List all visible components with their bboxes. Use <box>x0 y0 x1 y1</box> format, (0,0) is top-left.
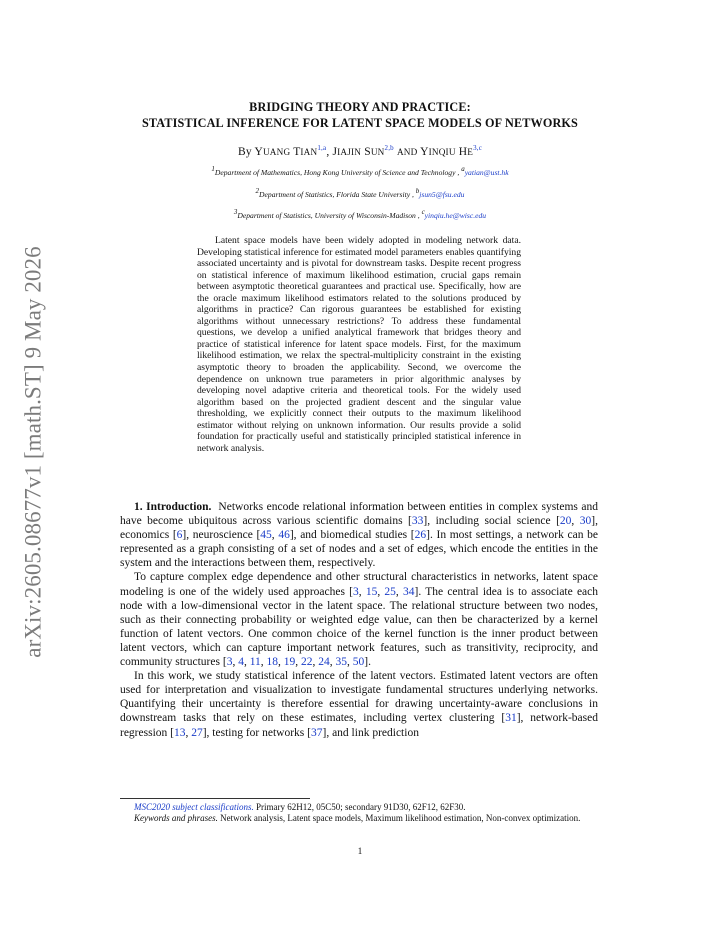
citation-link[interactable]: 26 <box>414 529 427 542</box>
citation-link[interactable]: 33 <box>411 515 424 528</box>
section-heading: 1. Introduction. <box>134 501 212 513</box>
email-link-3[interactable]: yinqiu.he@wisc.edu <box>424 211 487 220</box>
page-number: 1 <box>357 847 363 857</box>
citation-link[interactable]: 4 <box>238 656 244 669</box>
citation-link[interactable]: 13 <box>173 726 186 739</box>
msc-footnote: MSC2020 subject classifications. Primary 62H12, 05C50; secondary 91D30, 62F12, 62F30. <box>134 802 466 812</box>
arxiv-identifier: arXiv:2605.08677v1 [math.ST] 9 May 2026 <box>21 246 46 658</box>
keywords-footnote: Keywords and phrases. Network analysis, Latent space models, Maximum likelihood estimation, Non-convex optimization. <box>134 813 581 823</box>
citation-link[interactable]: 3 <box>352 585 359 598</box>
affiliation-2: $^2$Department of Statistics, Florida State University , $^b$jsun5@fsu.edu <box>255 186 465 199</box>
citation-link[interactable]: 45 <box>260 529 272 542</box>
citation-link[interactable]: 30 <box>579 515 592 528</box>
intro-paragraph-3: In this work, we study statistical inference of the latent vectors. Estimated latent vectors are often used for interpretation and visualization to investigate fundamental structures underlying networks. Quantifying their uncertainty is therefore essential for drawing uncertainty-aware conclusions in downstream tasks that rely on these estimates, including vertex clustering [31], network-based regression [13, 27], testing for networks [37], and link prediction <box>120 670 598 739</box>
citation-link[interactable]: 22 <box>301 656 313 669</box>
footnotes <box>120 802 598 824</box>
citation-link[interactable]: 3 <box>226 656 233 669</box>
author-3-affil-link[interactable]: 3,c <box>473 143 483 152</box>
author-by: By <box>237 146 252 158</box>
citation-link[interactable]: 25 <box>384 585 396 598</box>
author-yinqiu-he: YINQIU HE$^{3,c}$ <box>420 143 483 158</box>
intro-paragraph-2: To capture complex edge dependence and other structural characteristics in networks, latent space modeling is one of the widely used approaches [3, 15, 25, 34]. The central idea is to associate each node with a low-dimensional vector in the latent space. The relational structure between two nodes, such as their connecting probability or weighted edge value, can then be characterized by a kernel function of latent vectors. One common choice of the kernel function is the inner product between latent vectors, which can capture important network features, such as transitivity, reciprocity, and community structures [3, 4, 11, 18, 19, 22, 24, 35, 50]. <box>120 571 599 669</box>
msc-link[interactable]: MSC2020 subject classifications. <box>134 802 254 812</box>
citation-link[interactable]: 18 <box>266 656 279 669</box>
citation-link[interactable]: 31 <box>505 712 517 725</box>
citation-link[interactable]: 15 <box>365 585 378 598</box>
citation-link[interactable]: 24 <box>318 656 330 669</box>
citation-link[interactable]: 6 <box>176 529 183 542</box>
author-2-affil-link[interactable]: 2,b <box>384 143 394 152</box>
email-link-1[interactable]: yatian@ust.hk <box>464 168 509 177</box>
author-1-affil-link[interactable]: 1,a <box>317 143 327 152</box>
abstract: Latent space models have been widely adopted in modeling network data. Developing statistical inference for estimated model parameters enables quantifying associated uncertainty and is pivotal for downstream tasks. Despite recent progress on statistical inference of maximum likelihood estimation, crucial gaps remain between asymptotic theoretical guarantees and practical use. Specifically, how are the oracle maximum likelihood estimators related to the solutions produced by algorithms in practice? Can rigorous guarantees be established for existing algorithms without unnecessary restrictions? To address these fundamental questions, we develop a unified analytical framework that bridges theory and practice of statistical inference for latent space models. First, for the maximum likelihood estimation, we relax the spectral-multiplicity constraint in the existing asymptotic theory to broaden the applicability. Second, we overcome the dependence on unknown true parameters in prior algorithmic analyses by developing novel adaptive criteria and theoretical tools. For the widely used algorithm based on the projected gradient descent and the singular value thresholding, we explicitly connect their outputs to the maximum likelihood estimator without relying on unknown information. Our results provide a solid foundation for practically useful and statistically principled statistical inference in network analysis. <box>197 235 521 454</box>
footnote-divider <box>120 798 310 799</box>
author-jiajin-sun: JIAJIN SUN$^{2,b}$ <box>332 143 394 158</box>
citation-link[interactable]: 19 <box>283 656 296 669</box>
author-yuang-tian: YUANG TIAN$^{1,a}$ <box>254 143 327 158</box>
author-list: By YUANG TIAN$^{1,a}$, JIAJIN SUN$^{2,b}$ AND YINQIU HE$^{3,c}$ <box>237 143 483 158</box>
affiliation-1: $^1$Department of Mathematics, Hong Kong University of Science and Technology , $^a$yatian@ust.hk <box>211 164 509 177</box>
citation-link[interactable]: 37 <box>311 726 323 739</box>
citation-link[interactable]: 35 <box>335 656 348 669</box>
paper-title-line-2: STATISTICAL INFERENCE FOR LATENT SPACE MODELS OF NETWORKS <box>142 116 578 130</box>
intro-paragraph-1: 1. Introduction. Networks encode relational information between entities in complex systems and have become ubiquitous across various scientific domains [33], including social science [20, 30], economics [6], neuroscience [45, 46], and biomedical studies [26]. In most settings, a network can be represented as a graph consisting of a set of nodes and a set of edges, which encode the entities in the system and the interactions between them, respectively. <box>120 501 598 570</box>
citation-link[interactable]: 11 <box>249 656 261 669</box>
introduction-section <box>120 500 598 740</box>
citation-link[interactable]: 50 <box>352 656 365 669</box>
affiliation-3: $^3$Department of Statistics, University of Wisconsin-Madison , $^c$yinqiu.he@wisc.edu <box>233 207 487 220</box>
author-and: AND <box>396 147 418 157</box>
paper-title-line-1: BRIDGING THEORY AND PRACTICE: <box>249 100 471 114</box>
citation-link[interactable]: 27 <box>191 726 203 739</box>
arxiv-side-stamp <box>14 246 54 658</box>
email-link-2[interactable]: jsun5@fsu.edu <box>419 190 465 199</box>
citation-link[interactable]: 20 <box>559 515 572 528</box>
citation-link[interactable]: 46 <box>278 529 290 542</box>
citation-link[interactable]: 34 <box>403 585 415 598</box>
